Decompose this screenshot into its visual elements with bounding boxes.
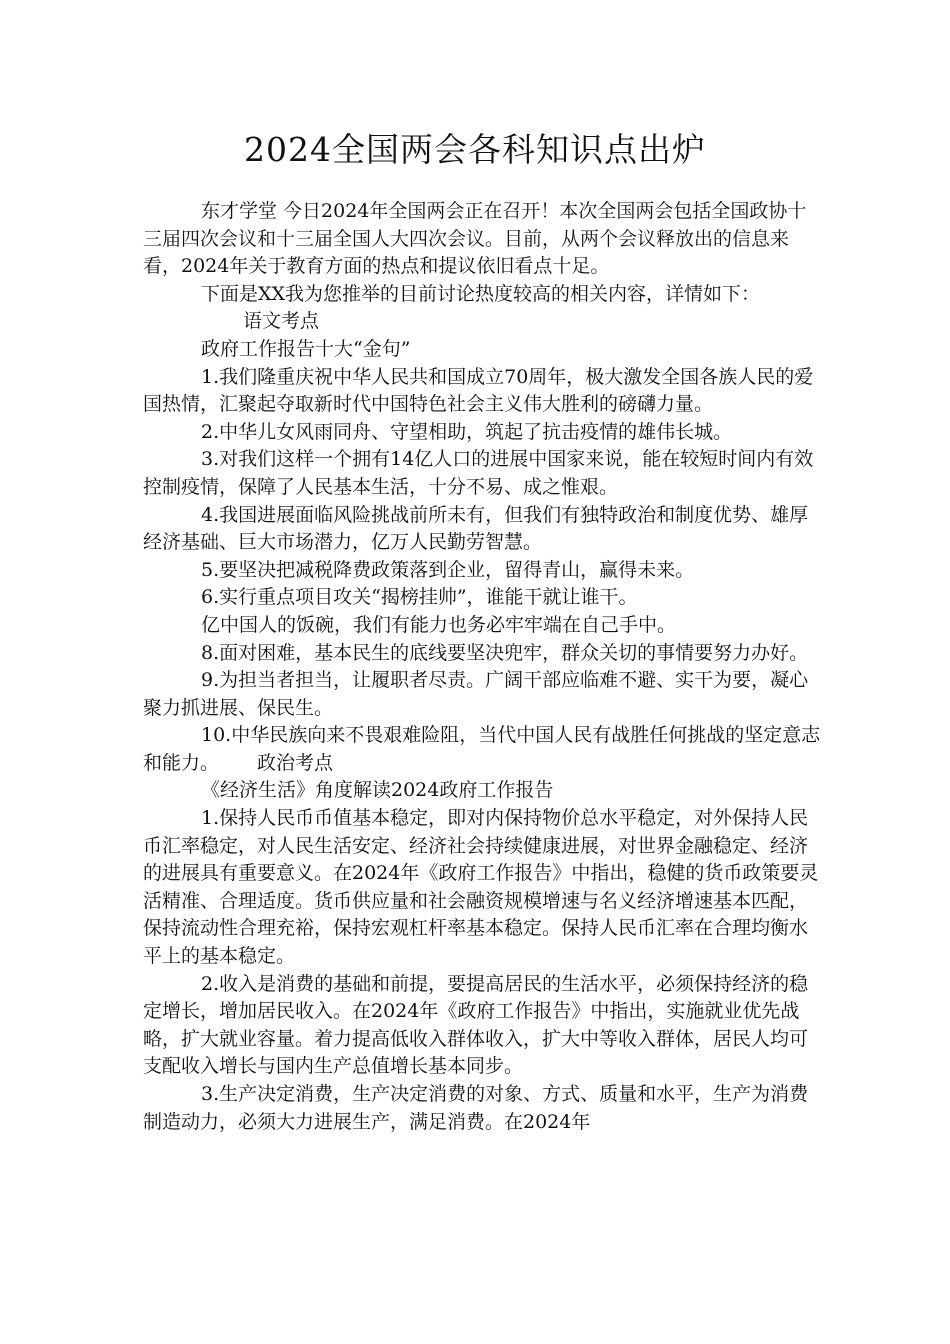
list-item <box>143 722 823 777</box>
list-item: 1.保持人民币币值基本稳定，即对内保持物价总水平稳定，对外保持人民币汇率稳定，对人民生活安定、经济社会持续健康进展，对世界金融稳定、经济的进展具有重要意义。在2024年《政府工作报告》中指出，稳健的货币政策要灵活精准、合理适度。货币供应量和社会融资规模增速与名义经济增速基本匹配，保持流动性合理充裕，保持宏观杠杆率基本稳定。保持人民币汇率在合理均衡水平上的基本稳定。 <box>143 807 819 968</box>
section-heading-politics: 政治考点 <box>257 751 334 774</box>
section-heading-chinese: 语文考点 <box>243 310 320 333</box>
document-body <box>143 198 823 1136</box>
list-item: 2.收入是消费的基础和前提，要提高居民的生活水平，必须保持经济的稳定增长，增加居民收入。在2024年《政府工作报告》中指出，实施就业优先战略，扩大就业容量。着力提高低收入群体收入，扩大中等收入群体，居民人均可支配收入增长与国内生产总值增长基本同步。 <box>143 972 809 1078</box>
list-item: 亿中国人的饭碗，我们有能力也务必牢牢端在自己手中。 <box>201 613 677 636</box>
paragraph-intro: 东才学堂 今日2024年全国两会正在召开！本次全国两会包括全国政协十三届四次会议和十三届全国人大四次会议。目前，从两个会议释放出的信息来看，2024年关于教育方面的热点和提议依旧看点十足。 <box>143 200 807 278</box>
list-item: 8.面对困难，基本民生的底线要坚决兜牢，群众关切的事情要努力办好。 <box>201 641 809 664</box>
list-item: 2.中华儿女风雨同舟、守望相助，筑起了抗击疫情的雄伟长城。 <box>201 420 733 443</box>
list-item: 4.我国进展面临风险挑战前所未有，但我们有独特政治和制度优势、雄厚经济基础、巨大市场潜力，亿万人民勤劳智慧。 <box>143 503 809 554</box>
list-item: 9.为担当者担当，让履职者尽责。广阔干部应临难不避、实干为要，凝心聚力抓进展、保民生。 <box>143 669 809 719</box>
subheading-economic-life: 《经济生活》角度解读2024政府工作报告 <box>201 779 554 802</box>
paragraph-recommendation: 下面是XX我为您推举的目前讨论热度较高的相关内容，详情如下： <box>201 282 761 305</box>
list-item: 5.要坚决把减税降费政策落到企业，留得青山，赢得未来。 <box>201 558 695 581</box>
list-item: 1.我们隆重庆祝中华人民共和国成立70周年，极大激发全国各族人民的爱国热情，汇聚起夺取新时代中国特色社会主义伟大胜利的磅礴力量。 <box>143 365 814 416</box>
list-item: 3.对我们这样一个拥有14亿人口的进展中国家来说，能在较短时间内有效控制疫情，保障了人民基本生活，十分不易、成之惟艰。 <box>143 448 814 498</box>
list-item: 6.实行重点项目攻关“揭榜挂帅”，谁能干就让谁干。 <box>201 586 638 609</box>
subheading-golden-sentences: 政府工作报告十大“金句” <box>201 337 411 360</box>
document-title: 2024全国两会各科知识点出炉 <box>244 130 706 169</box>
list-item-text: 10.中华民族向来不畏艰难险阻，当代中国人民有战胜任何挑战的坚定意志和能力。 <box>143 724 821 774</box>
list-item: 3.生产决定消费，生产决定消费的对象、方式、质量和水平，生产为消费制造动力，必须大力进展生产，满足消费。在2024年 <box>143 1083 809 1133</box>
